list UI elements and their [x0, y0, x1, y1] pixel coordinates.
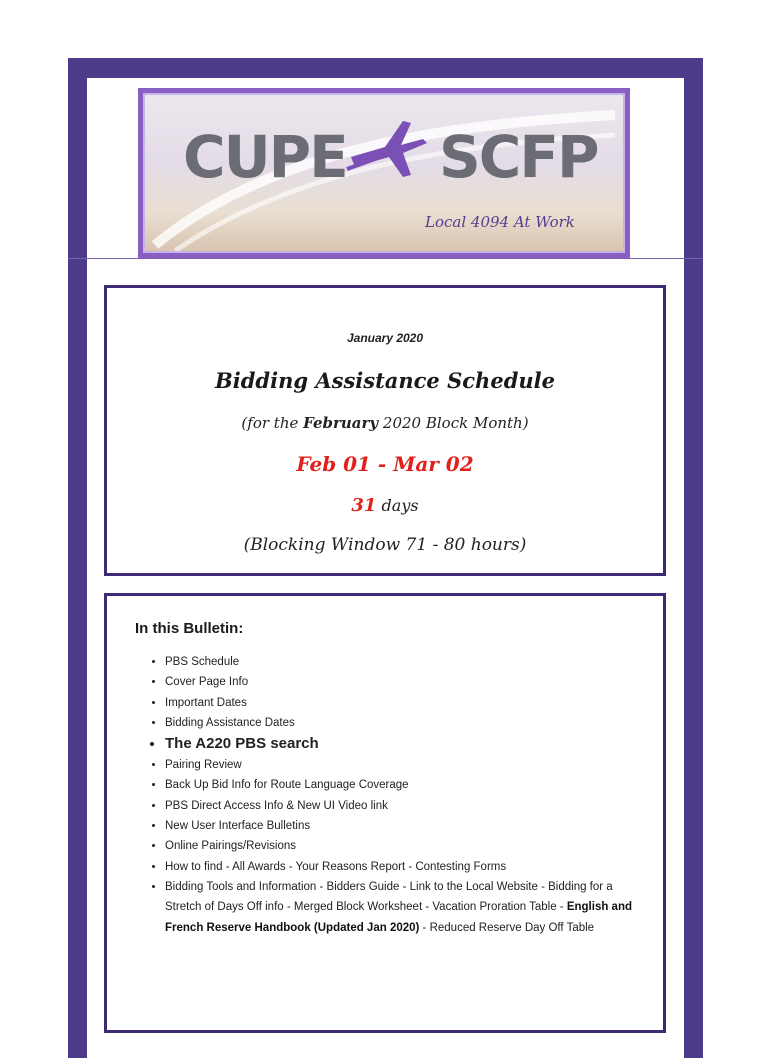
- header-banner: [138, 88, 630, 258]
- list-item[interactable]: • Back Up Bid Info for Route Language Coverage: [165, 775, 645, 795]
- blocking-window: (Blocking Window 71 - 80 hours): [243, 535, 527, 555]
- subtitle-month: February: [303, 414, 379, 432]
- list-item-a220[interactable]: • The A220 PBS search: [165, 733, 645, 755]
- logo-left: CUPE: [183, 123, 347, 191]
- schedule-box: [104, 285, 666, 576]
- tools-text: Bidding Tools and Information - Bidders Guide - Link to the Local Website - Bidding for a Stretch of Days Off info - Merged Block Worksheet - Vacation Proration Table -: [165, 880, 613, 914]
- list-item[interactable]: • Online Pairings/Revisions: [165, 836, 645, 856]
- list-item[interactable]: • Important Dates: [165, 693, 645, 713]
- list-item[interactable]: • Pairing Review: [165, 755, 645, 775]
- bulletin-month: January 2020: [346, 331, 424, 345]
- date-range: Feb 01 - Mar 02: [296, 452, 474, 476]
- airplane-icon: [345, 117, 429, 181]
- list-item[interactable]: • Bidding Assistance Dates: [165, 713, 645, 733]
- banner-tagline: Local 4094 At Work: [425, 213, 575, 231]
- schedule-title: Bidding Assistance Schedule: [215, 368, 555, 393]
- logo-right: SCFP: [439, 123, 598, 191]
- logo: [183, 123, 598, 191]
- list-item[interactable]: • How to find - All Awards - Your Reasons Report - Contesting Forms: [165, 857, 645, 877]
- list-item[interactable]: • Cover Page Info: [165, 672, 645, 692]
- subtitle-suffix: 2020 Block Month): [378, 414, 529, 432]
- banner-image: [143, 93, 625, 253]
- schedule-subtitle: [107, 414, 663, 432]
- bulletin-heading: In this Bulletin:: [135, 620, 244, 637]
- bulletin-list: [147, 652, 645, 938]
- divider: [68, 258, 703, 259]
- reserve-day-off-text: - Reduced Reserve Day Off Table: [419, 921, 595, 934]
- days-label: days: [376, 496, 419, 515]
- reserve-handbook-text: English and French Reserve Handbook (Updated Jan 2020): [165, 901, 632, 934]
- subtitle-prefix: (for the: [241, 414, 304, 432]
- list-item[interactable]: • New User Interface Bulletins: [165, 816, 645, 836]
- list-item[interactable]: • PBS Direct Access Info & New UI Video link: [165, 796, 645, 816]
- days-count: [107, 495, 663, 516]
- bulletin-contents-box: [104, 593, 666, 1033]
- list-item[interactable]: [165, 877, 645, 938]
- list-item[interactable]: • PBS Schedule: [165, 652, 645, 672]
- days-number: 31: [351, 495, 377, 516]
